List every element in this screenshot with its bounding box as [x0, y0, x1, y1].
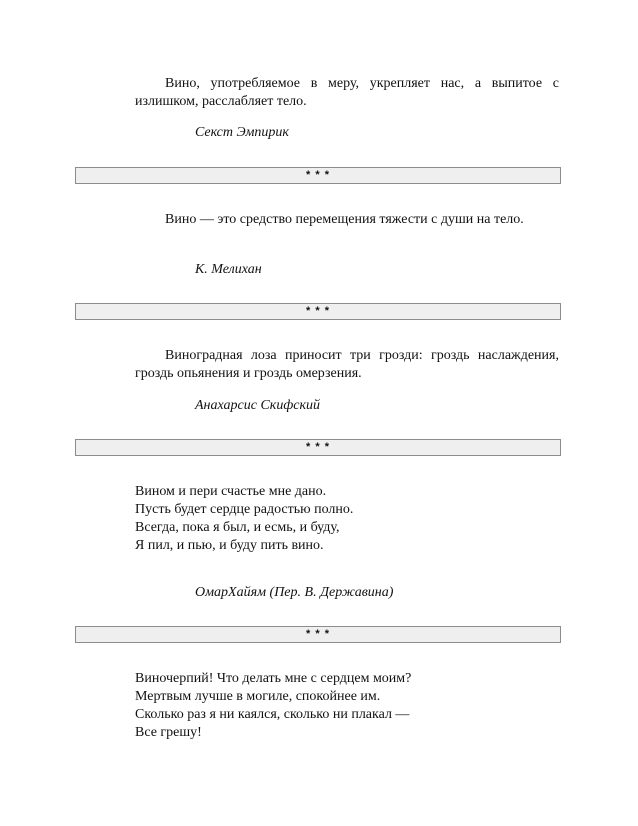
separator-2: * * *: [75, 303, 561, 320]
poem-1: [135, 483, 353, 555]
separator-3: * * *: [75, 439, 561, 456]
quote-1: [135, 75, 559, 111]
quote-2-text: Вино — это средство перемещения тяжести с души на тело.: [165, 212, 524, 227]
poem-2-line: Виночерпий! Что делать мне с сердцем моим?: [135, 671, 412, 686]
poem-1-line: Всегда, пока я был, и есмь, и буду,: [135, 520, 340, 535]
poem-1-author: ОмарХайям (Пер. В. Державина): [195, 585, 394, 600]
quote-1-text: Вино, употребляемое в меру, укрепляет нас, а выпитое с излишком, расслабляет тело.: [135, 76, 559, 109]
poem-2: [135, 670, 411, 742]
quote-3: [135, 347, 559, 383]
poem-1-line: Я пил, и пью, и буду пить вино.: [135, 538, 324, 553]
poem-2-line: Сколько раз я ни каялся, сколько ни плакал —: [135, 707, 410, 722]
quote-1-author: Секст Эмпирик: [195, 125, 289, 140]
poem-2-line: Мертвым лучше в могиле, спокойнее им.: [135, 689, 381, 704]
poem-1-line: Вином и пери счастье мне дано.: [135, 484, 327, 499]
separator-1: * * *: [75, 167, 561, 184]
quote-3-author: Анахарсис Скифский: [195, 398, 321, 413]
quote-3-text: Виноградная лоза приносит три грозди: гроздь наслаждения, гроздь опьянения и гроздь омерзения.: [135, 348, 559, 381]
poem-2-line: Все грешу!: [135, 725, 202, 740]
quote-2: [135, 211, 559, 229]
quote-2-author: К. Мелихан: [195, 262, 262, 277]
separator-4: * * *: [75, 626, 561, 643]
poem-1-line: Пусть будет сердце радостью полно.: [135, 502, 354, 517]
